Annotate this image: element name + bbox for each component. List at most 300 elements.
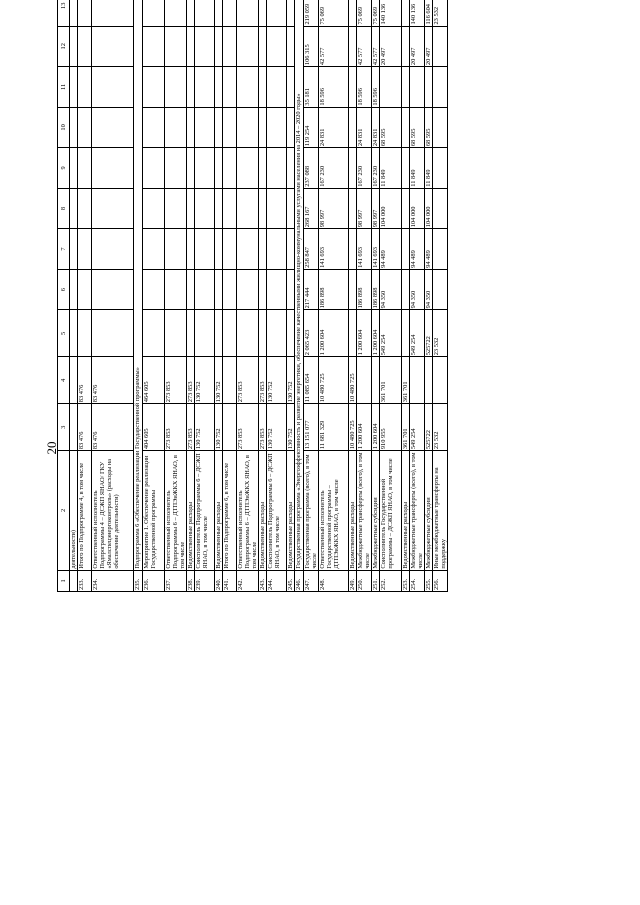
amount-cell	[78, 67, 92, 108]
amount-cell	[402, 188, 410, 229]
amount-cell	[402, 269, 410, 310]
amount-cell: 11 849	[410, 148, 425, 189]
amount-cell: 11 681 329	[319, 404, 349, 451]
row-label: Мероприятие 1. Обеспечение реализации Государственной программы	[143, 451, 165, 571]
amount-cell: 68 595	[380, 107, 402, 148]
amount-cell: 98 997	[357, 188, 372, 229]
table-row	[357, 0, 372, 592]
amount-cell: 910 955	[380, 404, 402, 451]
amount-cell: 11 085 654	[304, 357, 319, 404]
table-row	[349, 0, 357, 592]
amount-cell: 1 200 604	[319, 310, 349, 357]
row-label: Межбюджетные субсидии	[425, 451, 433, 571]
amount-cell	[78, 310, 92, 357]
amount-cell: 83 476	[92, 357, 134, 404]
amount-cell	[287, 229, 295, 270]
amount-cell	[165, 26, 187, 67]
amount-cell	[425, 357, 433, 404]
amount-cell	[195, 26, 215, 67]
amount-cell	[357, 357, 372, 404]
amount-cell	[195, 229, 215, 270]
row-number: 248.	[319, 570, 349, 591]
column-number-header: 13	[58, 0, 70, 26]
amount-cell	[195, 269, 215, 310]
amount-cell	[215, 269, 223, 310]
amount-cell	[70, 26, 78, 67]
row-number: 254.	[410, 570, 425, 591]
amount-cell	[259, 26, 267, 67]
amount-cell	[267, 67, 287, 108]
amount-cell: 268 167	[304, 188, 319, 229]
row-number: 246.	[295, 570, 304, 591]
amount-cell	[402, 229, 410, 270]
amount-cell: 237 088	[304, 148, 319, 189]
amount-cell: 273 853	[237, 404, 259, 451]
amount-cell: 2 065 423	[304, 310, 319, 357]
amount-cell: 525722	[425, 404, 433, 451]
amount-cell: 23 532	[433, 404, 448, 451]
amount-cell	[223, 0, 237, 26]
column-number-header: 2	[58, 451, 70, 571]
row-label: Соисполнитель Подпрограммы 6 – ДСЖП ЯНАО, в том числе	[267, 451, 287, 571]
amount-cell	[223, 188, 237, 229]
amount-cell	[187, 67, 195, 108]
amount-cell	[195, 188, 215, 229]
row-number: 255.	[425, 570, 433, 591]
amount-cell: 273 853	[187, 404, 195, 451]
table-row	[70, 0, 78, 592]
amount-cell	[287, 26, 295, 67]
amount-cell: 24 831	[357, 107, 372, 148]
row-number: 244.	[267, 570, 287, 591]
amount-cell	[287, 107, 295, 148]
amount-cell	[215, 310, 223, 357]
row-number: 250.	[357, 570, 372, 591]
amount-cell	[223, 67, 237, 108]
amount-cell: 130 752	[287, 357, 295, 404]
amount-cell: 75 069	[319, 0, 349, 26]
amount-cell	[287, 0, 295, 26]
amount-cell	[70, 67, 78, 108]
amount-cell	[372, 357, 380, 404]
page-number: 20	[44, 441, 59, 455]
row-number: 236.	[143, 570, 165, 591]
column-number-header: 5	[58, 310, 70, 357]
row-number: 249.	[349, 570, 357, 591]
amount-cell	[187, 26, 195, 67]
amount-cell	[402, 0, 410, 26]
amount-cell	[267, 148, 287, 189]
amount-cell	[187, 269, 195, 310]
column-number-header: 1	[58, 570, 70, 591]
amount-cell	[195, 310, 215, 357]
amount-cell	[410, 67, 425, 108]
row-number: 241.	[223, 570, 237, 591]
amount-cell: 141 693	[357, 229, 372, 270]
row-label: Соисполнитель Государственной программы – ДСЖП ЯНАО, в том числе	[380, 451, 402, 571]
amount-cell	[70, 357, 78, 404]
amount-cell	[70, 188, 78, 229]
amount-cell: 42 577	[372, 26, 380, 67]
amount-cell: 116 604	[425, 0, 433, 26]
amount-cell	[78, 188, 92, 229]
amount-cell: 18 596	[372, 67, 380, 108]
rotated-table-area	[57, 2, 612, 881]
amount-cell	[237, 0, 259, 26]
amount-cell: 23 532	[433, 0, 448, 26]
amount-cell: 75 069	[357, 0, 372, 26]
amount-cell: 24 831	[372, 107, 380, 148]
amount-cell	[267, 229, 287, 270]
amount-cell	[78, 0, 92, 26]
amount-cell	[237, 188, 259, 229]
amount-cell	[349, 148, 357, 189]
amount-cell: 75 069	[372, 0, 380, 26]
amount-cell	[259, 67, 267, 108]
amount-cell: 11 849	[425, 148, 433, 189]
amount-cell	[237, 310, 259, 357]
table-row	[143, 0, 165, 592]
amount-cell	[287, 67, 295, 108]
section-row	[134, 0, 143, 592]
amount-cell: 35 181	[304, 67, 319, 108]
table-row	[425, 0, 433, 592]
amount-cell	[223, 357, 237, 404]
amount-cell	[165, 107, 187, 148]
amount-cell: 130 752	[215, 357, 223, 404]
amount-cell	[195, 107, 215, 148]
amount-cell	[187, 148, 195, 189]
amount-cell: 83 476	[78, 404, 92, 451]
row-number: 238.	[187, 570, 195, 591]
table-row	[165, 0, 187, 592]
amount-cell	[165, 269, 187, 310]
amount-cell	[165, 310, 187, 357]
amount-cell: 104 000	[410, 188, 425, 229]
amount-cell	[143, 229, 165, 270]
amount-cell	[349, 188, 357, 229]
amount-cell: 186 898	[372, 269, 380, 310]
amount-cell: 10 480 725	[349, 404, 357, 451]
section-title: Подпрограмма 6 «Обеспечение реализации Государственной программы»	[134, 0, 143, 570]
amount-cell	[349, 26, 357, 67]
amount-cell: 42 577	[357, 26, 372, 67]
amount-cell: 1 200 604	[357, 310, 372, 357]
table-row	[78, 0, 92, 592]
row-label: Итого по Подпрограмме 4, в том числе	[78, 451, 92, 571]
section-row	[295, 0, 304, 592]
row-label: Ответственный исполнитель Подпрограммы 6 – ДТПЭиЖКХ ЯНАО, в том числе	[165, 451, 187, 571]
amount-cell: 10 480 725	[319, 357, 349, 404]
amount-cell	[223, 107, 237, 148]
amount-cell	[187, 0, 195, 26]
amount-cell	[287, 310, 295, 357]
amount-cell	[143, 67, 165, 108]
amount-cell: 361 701	[402, 357, 410, 404]
amount-cell	[380, 67, 402, 108]
amount-cell: 18 596	[319, 67, 349, 108]
row-number: 237.	[165, 570, 187, 591]
amount-cell	[410, 357, 425, 404]
row-label: Ведомственные расходы	[215, 451, 223, 571]
row-number	[70, 570, 78, 591]
amount-cell	[143, 188, 165, 229]
amount-cell	[92, 67, 134, 108]
amount-cell	[215, 26, 223, 67]
amount-cell: 83 476	[92, 404, 134, 451]
table-row	[380, 0, 402, 592]
table-header-row	[58, 0, 70, 592]
row-label: Ответственный исполнитель Подпрограммы 6 – ДТПЭиЖКХ ЯНАО, в том числе	[237, 451, 259, 571]
row-label: Ведомственные расходы	[287, 451, 295, 571]
column-number-header: 12	[58, 26, 70, 67]
amount-cell: 167 230	[357, 148, 372, 189]
amount-cell: 525722	[425, 310, 433, 357]
amount-cell	[237, 67, 259, 108]
amount-cell: 42 577	[319, 26, 349, 67]
amount-cell: 130 752	[267, 404, 287, 451]
amount-cell	[165, 229, 187, 270]
amount-cell: 167 230	[372, 148, 380, 189]
table-row	[287, 0, 295, 592]
amount-cell	[223, 26, 237, 67]
amount-cell: 361 701	[380, 357, 402, 404]
amount-cell: 549 254	[380, 310, 402, 357]
amount-cell	[165, 0, 187, 26]
row-label: Межбюджетные субсидии	[372, 451, 380, 571]
amount-cell: 94 489	[380, 229, 402, 270]
amount-cell	[287, 148, 295, 189]
amount-cell: 273 853	[165, 404, 187, 451]
amount-cell	[195, 67, 215, 108]
amount-cell: 10 480 725	[349, 357, 357, 404]
amount-cell	[143, 148, 165, 189]
amount-cell: 1 200 604	[372, 404, 380, 451]
amount-cell	[267, 269, 287, 310]
amount-cell: 98 997	[319, 188, 349, 229]
table-row	[319, 0, 349, 592]
section-title: Государственная программа «Энергоэффективность и развитие энергетики, обеспечение качественными жилищно-коммунальными услугами населения на 2014 – 2020 годы»	[295, 0, 304, 570]
amount-cell	[237, 229, 259, 270]
amount-cell	[433, 269, 448, 310]
amount-cell: 94 350	[410, 269, 425, 310]
amount-cell	[215, 67, 223, 108]
amount-cell: 68 595	[425, 107, 433, 148]
amount-cell	[78, 269, 92, 310]
row-label: Итого по Подпрограмме 6, в том числе	[223, 451, 237, 571]
amount-cell	[187, 229, 195, 270]
column-number-header: 8	[58, 188, 70, 229]
row-number: 245.	[287, 570, 295, 591]
column-number-header: 6	[58, 269, 70, 310]
amount-cell: 104 000	[425, 188, 433, 229]
amount-cell	[267, 310, 287, 357]
amount-cell	[223, 148, 237, 189]
amount-cell	[143, 107, 165, 148]
amount-cell	[70, 107, 78, 148]
row-number: 252.	[380, 570, 402, 591]
amount-cell: 130 752	[267, 357, 287, 404]
amount-cell	[349, 269, 357, 310]
amount-cell: 361 701	[402, 404, 410, 451]
row-number: 251.	[372, 570, 380, 591]
row-number: 243.	[259, 570, 267, 591]
amount-cell	[402, 26, 410, 67]
table-row	[195, 0, 215, 592]
amount-cell	[143, 0, 165, 26]
amount-cell: 11 849	[380, 148, 402, 189]
amount-cell	[92, 269, 134, 310]
amount-cell	[78, 26, 92, 67]
column-number-header: 3	[58, 404, 70, 451]
amount-cell	[349, 67, 357, 108]
amount-cell	[165, 188, 187, 229]
row-label: Ответственный исполнитель Подпрограммы 4 – ДСЖП ЯНАО/ ГКУ «Ямалспецэнергоконтроль» (расходы на обеспечение деятельности)	[92, 451, 134, 571]
row-label: Межбюджетные трансферты (всего), в том числе	[410, 452, 424, 569]
amount-cell	[70, 269, 78, 310]
amount-cell: 258 847	[304, 229, 319, 270]
amount-cell	[349, 0, 357, 26]
amount-cell	[259, 229, 267, 270]
amount-cell	[349, 107, 357, 148]
amount-cell: 140 136	[410, 0, 425, 26]
amount-cell: 104 000	[380, 188, 402, 229]
amount-cell: 549 254	[410, 310, 425, 357]
amount-cell: 273 853	[237, 357, 259, 404]
amount-cell: 98 997	[372, 188, 380, 229]
amount-cell	[92, 107, 134, 148]
amount-cell	[402, 107, 410, 148]
amount-cell	[237, 269, 259, 310]
amount-cell: 20 497	[410, 26, 425, 67]
amount-cell	[433, 357, 448, 404]
row-number: 256.	[433, 570, 448, 591]
amount-cell	[433, 188, 448, 229]
amount-cell	[349, 229, 357, 270]
amount-cell	[143, 310, 165, 357]
row-number: 240.	[215, 570, 223, 591]
row-number: 235.	[134, 570, 143, 591]
amount-cell	[70, 310, 78, 357]
budget-table-sheet	[57, 0, 612, 592]
amount-cell: 186 898	[319, 269, 349, 310]
amount-cell	[195, 148, 215, 189]
row-label: Соисполнитель Подпрограммы 6 – ДСЖП ЯНАО, в том числе	[195, 451, 215, 571]
amount-cell	[237, 26, 259, 67]
row-number: 234.	[92, 570, 134, 591]
amount-cell	[433, 148, 448, 189]
amount-cell: 94 489	[410, 229, 425, 270]
row-label: Ответственный исполнитель Государственной программы – ДТПЭиЖКХ ЯНАО, в том числе	[319, 451, 349, 571]
amount-cell	[425, 67, 433, 108]
amount-cell	[402, 67, 410, 108]
amount-cell: 83 476	[78, 357, 92, 404]
amount-cell: 94 350	[425, 269, 433, 310]
amount-cell: 94 489	[425, 229, 433, 270]
amount-cell	[267, 0, 287, 26]
amount-cell	[165, 67, 187, 108]
table-row	[92, 0, 134, 592]
table-row	[410, 0, 425, 592]
row-label: Ведомственные расходы	[349, 451, 357, 571]
amount-cell: 141 693	[372, 229, 380, 270]
row-number: 253.	[402, 570, 410, 591]
table-row	[433, 0, 448, 592]
amount-cell	[223, 229, 237, 270]
amount-cell: 13 151 077	[304, 404, 319, 451]
amount-cell: 273 853	[165, 357, 187, 404]
amount-cell	[78, 229, 92, 270]
amount-cell: 24 831	[319, 107, 349, 148]
amount-cell	[433, 67, 448, 108]
column-number-header: 11	[58, 67, 70, 108]
row-label: Ведомственные расходы	[187, 451, 195, 571]
amount-cell	[223, 269, 237, 310]
amount-cell: 186 898	[357, 269, 372, 310]
table-row	[237, 0, 259, 592]
amount-cell: 20 497	[380, 26, 402, 67]
amount-cell: 23 532	[433, 310, 448, 357]
amount-cell	[433, 107, 448, 148]
amount-cell	[215, 0, 223, 26]
amount-cell: 94 350	[380, 269, 402, 310]
amount-cell	[259, 0, 267, 26]
amount-cell	[287, 188, 295, 229]
amount-cell	[92, 148, 134, 189]
row-label: Межбюджетные трансферты (всего), в том числе	[357, 452, 371, 569]
amount-cell	[143, 26, 165, 67]
column-number-header: 9	[58, 148, 70, 189]
amount-cell	[78, 107, 92, 148]
amount-cell	[267, 188, 287, 229]
row-label: Государственная программа (всего), в том числе	[304, 451, 319, 571]
budget-table	[57, 0, 448, 592]
amount-cell	[92, 310, 134, 357]
amount-cell	[237, 107, 259, 148]
table-row	[402, 0, 410, 592]
amount-cell: 130 752	[195, 357, 215, 404]
amount-cell	[237, 148, 259, 189]
amount-cell: 130 752	[195, 404, 215, 451]
amount-cell	[215, 107, 223, 148]
amount-cell	[259, 269, 267, 310]
amount-cell	[165, 148, 187, 189]
table-row	[223, 0, 237, 592]
amount-cell	[78, 148, 92, 189]
amount-cell	[223, 404, 237, 451]
amount-cell: 141 693	[319, 229, 349, 270]
amount-cell	[259, 107, 267, 148]
table-row	[372, 0, 380, 592]
amount-cell	[267, 26, 287, 67]
amount-cell: 273 853	[259, 357, 267, 404]
amount-cell	[187, 188, 195, 229]
row-label: Ведомственные расходы	[402, 451, 410, 571]
row-number: 239.	[195, 570, 215, 591]
amount-cell: 549 254	[410, 404, 425, 451]
amount-cell	[70, 404, 78, 451]
row-number: 233.	[78, 570, 92, 591]
amount-cell: 219 059	[304, 0, 319, 26]
amount-cell	[187, 310, 195, 357]
amount-cell: 20 497	[425, 26, 433, 67]
column-number-header: 10	[58, 107, 70, 148]
amount-cell	[433, 26, 448, 67]
amount-cell: 130 752	[215, 404, 223, 451]
amount-cell	[70, 0, 78, 26]
amount-cell	[267, 107, 287, 148]
table-row	[215, 0, 223, 592]
